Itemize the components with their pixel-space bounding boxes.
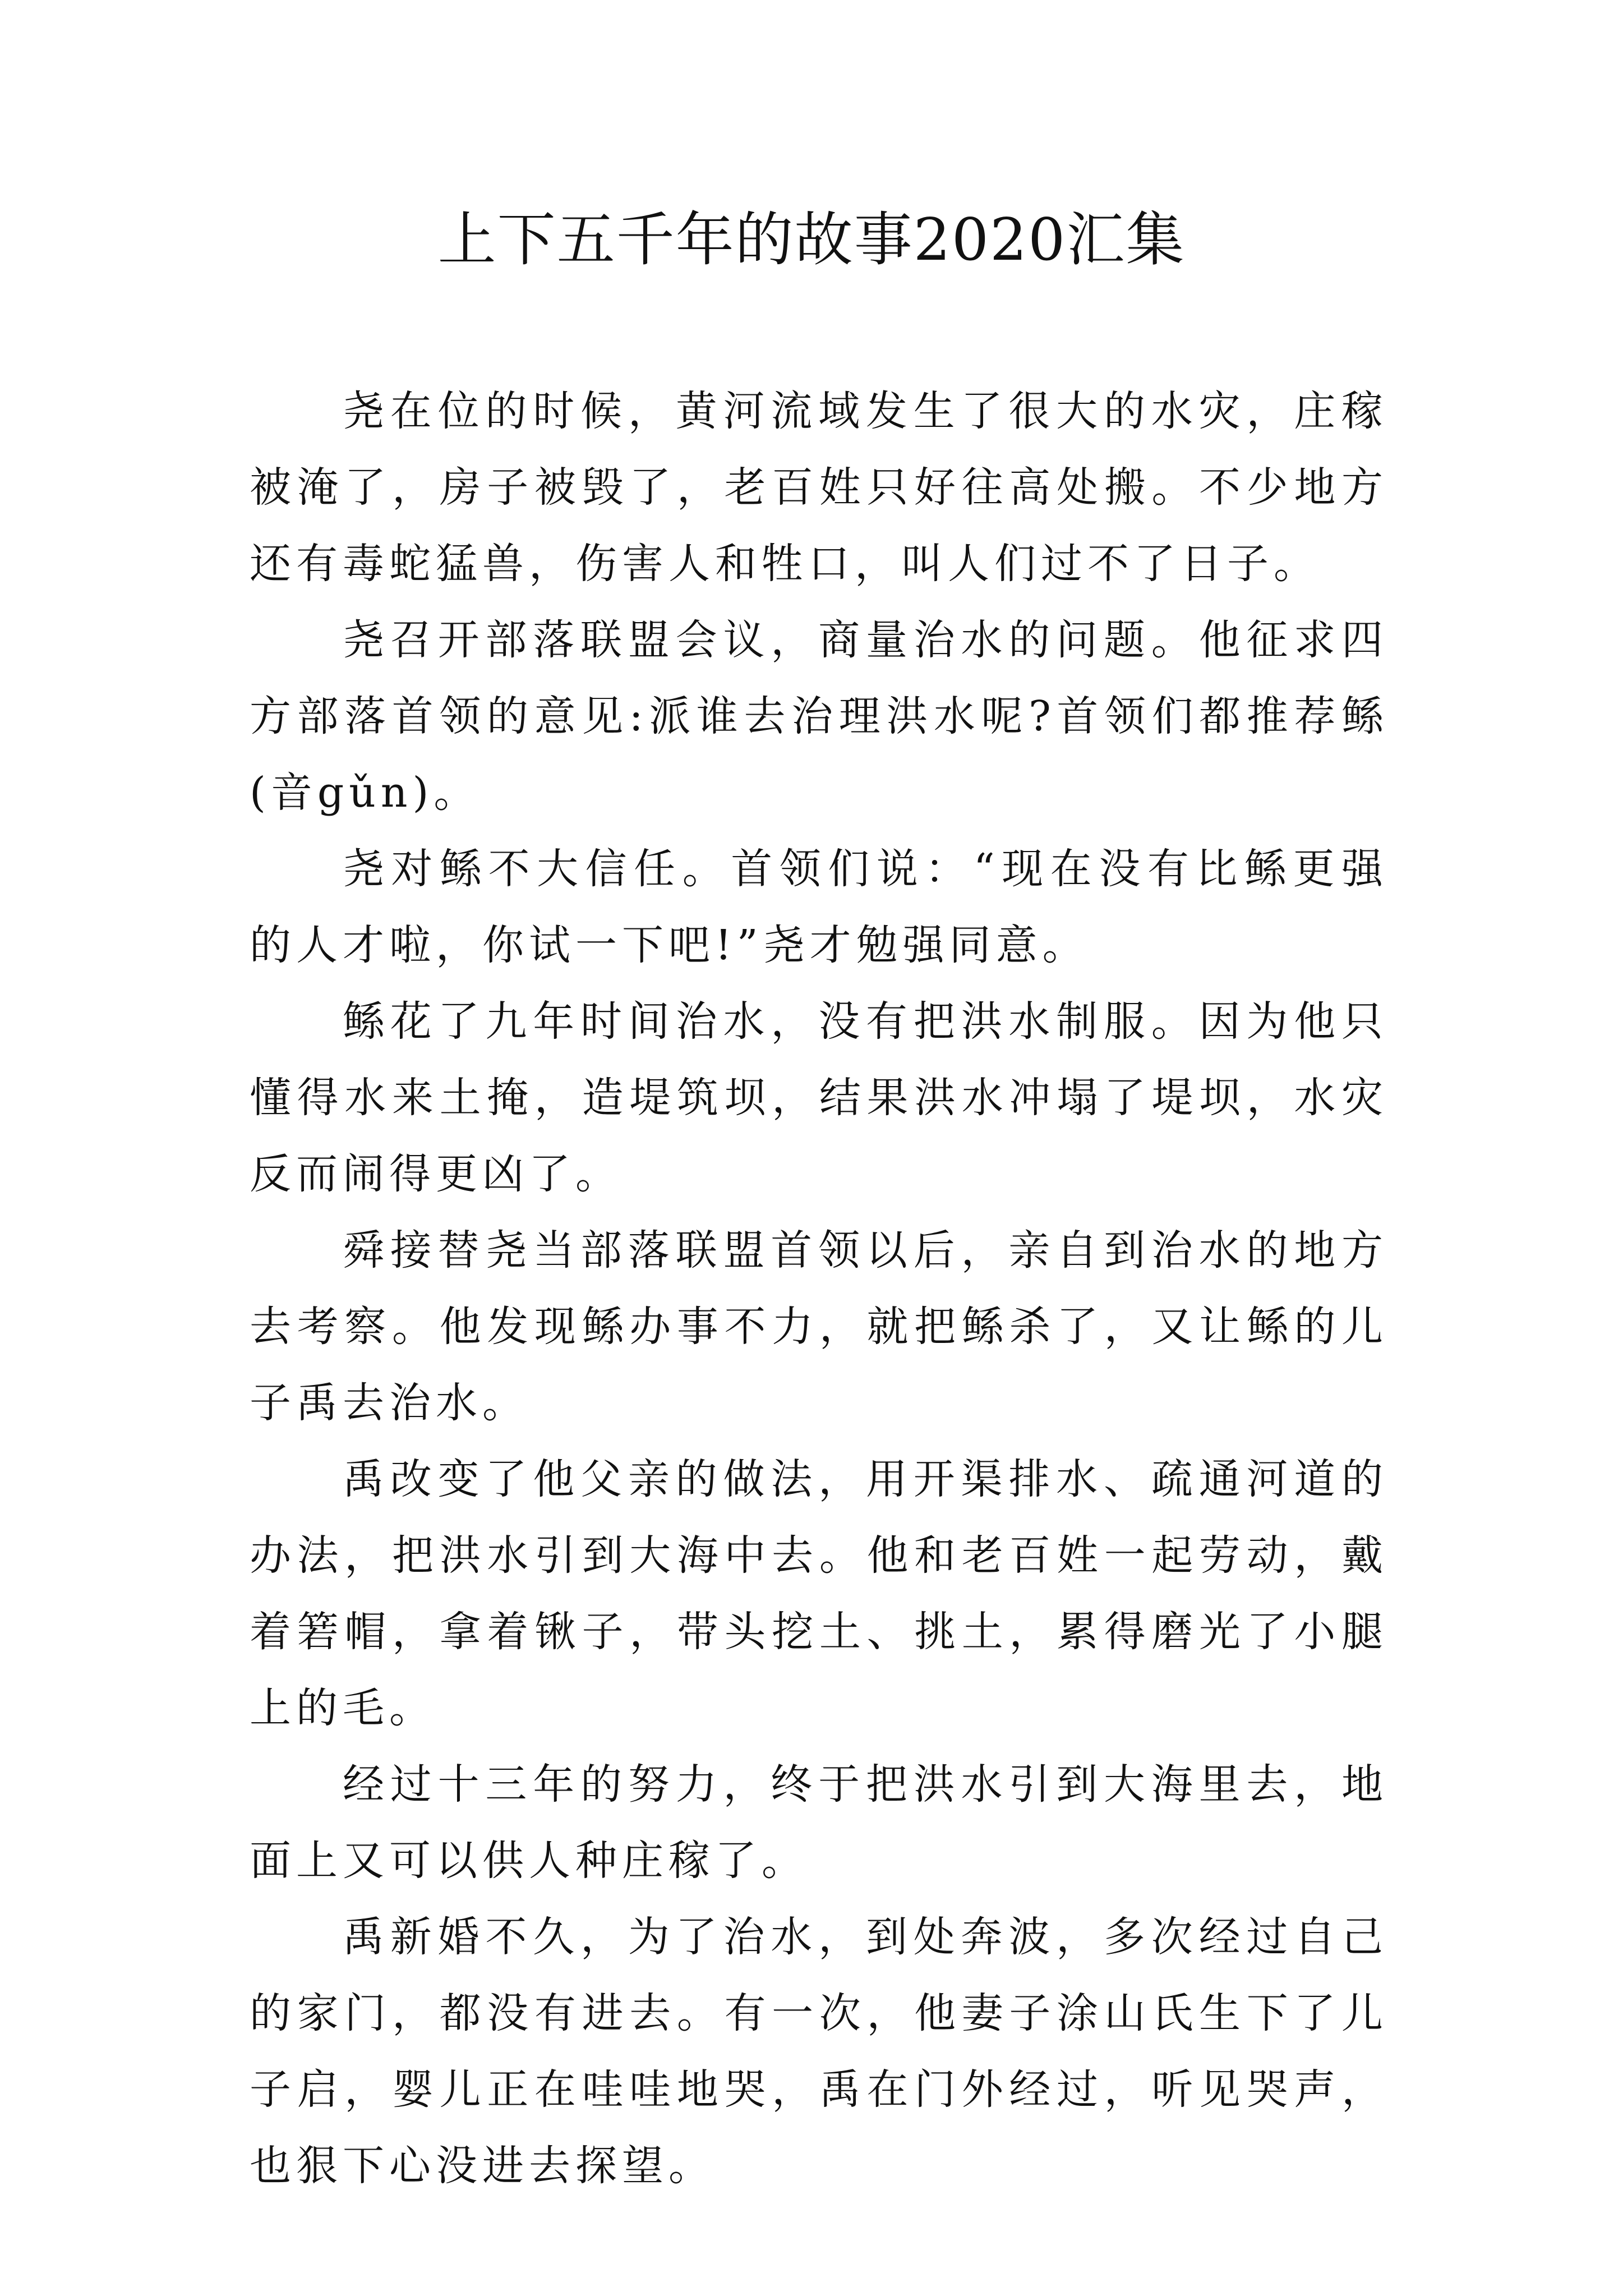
document-title: 上下五千年的故事2020汇集 (437, 205, 1186, 274)
paragraph: 禹新婚不久，为了治水，到处奔波，多次经过自己的家门，都没有进去。有一次，他妻子涂山氏生下了儿子启，婴儿正在哇哇地哭，禹在门外经过，听见哭声，也狠下心没进去探望。 (250, 1913, 1388, 2190)
paragraph: 尧召开部落联盟会议，商量治水的问题。他征求四方部落首领的意见:派谁去治理洪水呢?首领们都推荐鲧(音gǔn)。 (250, 616, 1388, 817)
paragraph: 经过十三年的努力，终于把洪水引到大海里去，地面上又可以供人种庄稼了。 (250, 1760, 1388, 1885)
document-body (250, 373, 1388, 2204)
paragraph: 舜接替尧当部落联盟首领以后，亲自到治水的地方去考察。他发现鲧办事不力，就把鲧杀了，又让鲧的儿子禹去治水。 (250, 1226, 1388, 1427)
paragraph: 鲧花了九年时间治水，没有把洪水制服。因为他只懂得水来土掩，造堤筑坝，结果洪水冲塌了堤坝，水灾反而闹得更凶了。 (250, 997, 1388, 1198)
paragraph: 禹改变了他父亲的做法，用开渠排水、疏通河道的办法，把洪水引到大海中去。他和老百姓一起劳动，戴着箬帽，拿着锹子，带头挖土、挑土，累得磨光了小腿上的毛。 (250, 1455, 1388, 1732)
paragraph: 尧对鲧不大信任。首领们说：“现在没有比鲧更强的人才啦，你试一下吧!”尧才勉强同意。 (250, 845, 1388, 969)
paragraph: 尧在位的时候，黄河流域发生了很大的水灾，庄稼被淹了，房子被毁了，老百姓只好往高处搬。不少地方还有毒蛇猛兽，伤害人和牲口，叫人们过不了日子。 (250, 387, 1388, 588)
